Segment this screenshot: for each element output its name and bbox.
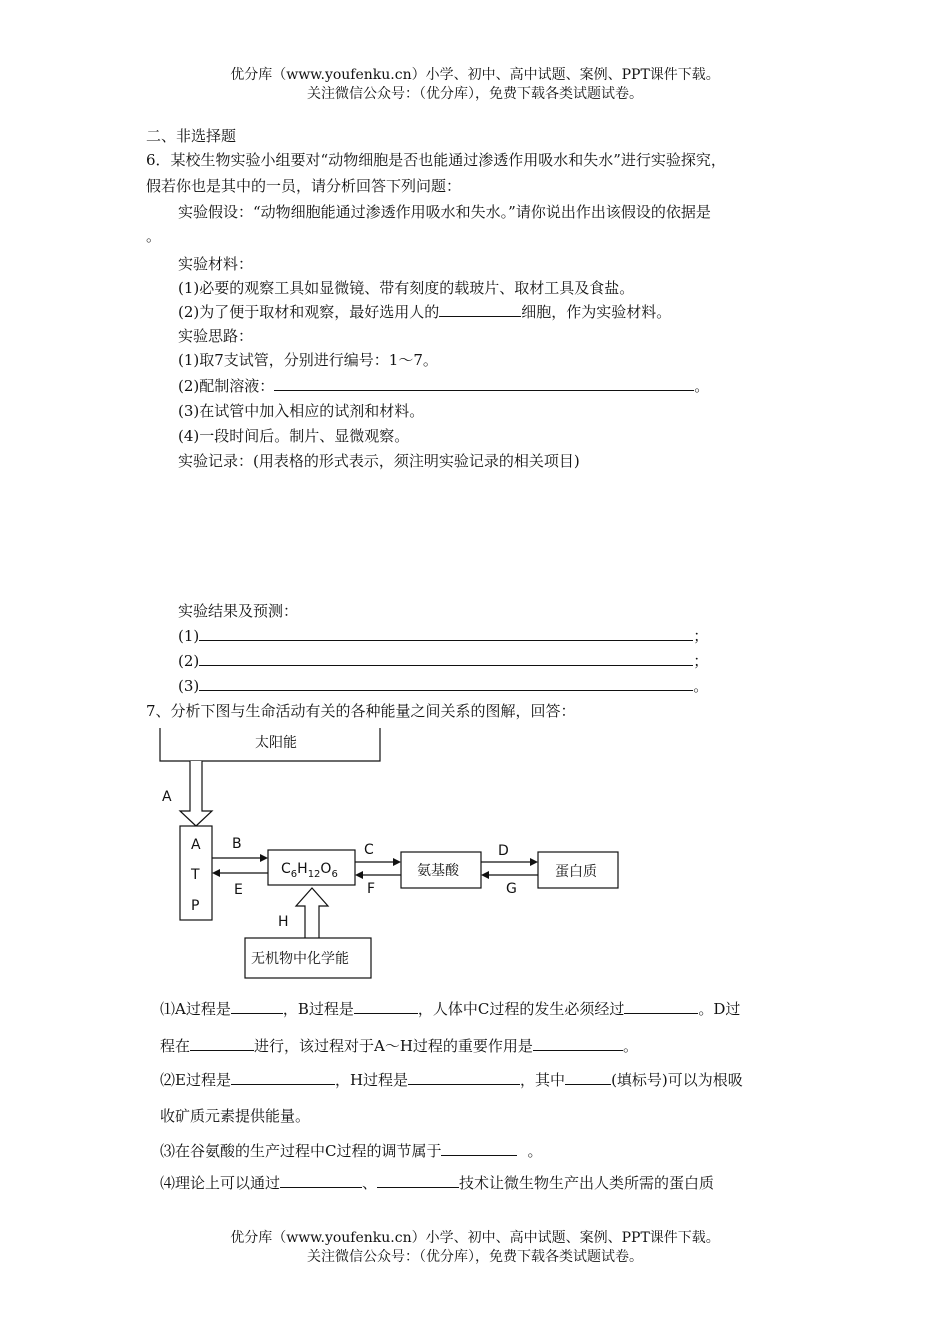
footer-line-1: 优分库（www.youfenku.cn）小学、初中、高中试题、案例、PPT课件下载。 [230,1230,720,1246]
glucose-formula: $C_6H_{12}O_6$ [281,861,338,880]
q6-result-1-num: (1) [178,627,200,645]
label-g: G [506,881,517,897]
q6-record: 实验记录：(用表格的形式表示，须注明实验记录的相关项目) [178,452,580,470]
q6-result-2-blank[interactable] [199,651,693,666]
q6-result-title: 实验结果及预测： [178,602,299,620]
q7-p2-text-b: ，H过程是 [334,1071,409,1089]
atp-letter-t: T [191,867,200,883]
q7-p3-text-b: 。 [527,1142,543,1160]
q6-idea-3: (3)在试管中加入相应的试剂和材料。 [178,402,425,420]
q6-material-2-blank[interactable] [439,302,521,317]
q7-part-3 [160,1141,543,1161]
label-e: E [234,882,243,898]
label-b: B [232,836,242,852]
q6-material-2 [178,302,671,322]
arrow-b-head [260,854,268,862]
label-f: F [367,881,376,897]
q7-p4-text-c: 技术让微生物生产出人类所需的蛋白质 [459,1174,715,1192]
amino-label: 氨基酸 [417,863,459,879]
q6-result-3-num: (3) [178,677,200,695]
q7-part-1-line-1 [160,999,740,1019]
q6-idea-2 [178,376,709,396]
q7-p1-text-a: ⑴A过程是 [160,1000,231,1018]
arrow-c-head [393,858,401,866]
q7-p1-blank-c[interactable] [624,999,698,1014]
q6-idea-4: (4)一段时间后。制片、显微观察。 [178,427,410,445]
q6-stem-line-2: 假若你也是其中的一员，请分析回答下列问题： [146,177,462,195]
q6-result-3-blank[interactable] [199,676,693,691]
arrow-e-head [212,869,220,877]
q6-idea-2-text: (2)配制溶液： [178,377,275,395]
q6-result-2-end: ； [693,652,709,670]
q7-part-2-line-1 [160,1070,743,1090]
q6-result-1-end: ； [693,627,709,645]
q6-result-3 [178,676,708,696]
q7-p2-text-d: (填标号)可以为根吸 [611,1071,743,1089]
q6-hypothesis-end: 。 [146,227,162,245]
q7-p4-text-b: 、 [362,1174,378,1192]
q7-p4-text-a: ⑷理论上可以通过 [160,1174,281,1192]
label-d: D [498,843,509,859]
arrow-f-head [355,871,363,879]
q6-material-2-text-b: 细胞，作为实验材料。 [521,303,672,321]
q7-p4-blank-b[interactable] [377,1173,459,1188]
q7-p1-blank-d[interactable] [190,1036,254,1051]
q6-result-1-blank[interactable] [199,626,693,641]
header-line-1: 优分库（www.youfenku.cn）小学、初中、高中试题、案例、PPT课件下载。 [230,67,720,83]
q7-part-4 [160,1173,714,1193]
q7-p2-blank-c[interactable] [565,1070,611,1085]
arrow-d-head [530,858,538,866]
atp-letter-p: P [191,898,200,914]
q7-p2-blank-b[interactable] [408,1070,520,1085]
q6-idea-title: 实验思路： [178,327,254,345]
q7-part-1-line-2 [160,1036,638,1056]
q7-p1-blank-a[interactable] [231,999,283,1014]
q7-p1-text-e: 程在 [160,1037,191,1055]
protein-label: 蛋白质 [555,864,597,880]
section-title: 二、非选择题 [146,127,237,145]
q7-p1-blank-b[interactable] [354,999,418,1014]
arrow-h [296,888,328,938]
q6-result-2-num: (2) [178,652,200,670]
q6-material-2-text-a: (2)为了便于取材和观察，最好选用人的 [178,303,440,321]
q7-part-2-line-2: 收矿质元素提供能量。 [160,1107,311,1125]
q7-p2-text-a: ⑵E过程是 [160,1071,231,1089]
label-h: H [278,914,289,930]
inorganic-label: 无机物中化学能 [251,951,349,967]
solar-label: 太阳能 [255,735,297,751]
q7-p4-blank-a[interactable] [280,1173,362,1188]
q6-materials-title: 实验材料： [178,255,254,273]
q7-p1-text-b: ，B过程是 [282,1000,354,1018]
q6-result-3-end: 。 [693,677,709,695]
q6-idea-2-blank[interactable] [274,376,694,391]
label-a: A [162,789,172,805]
arrow-a [180,761,212,826]
atp-letter-a: A [191,837,201,853]
q6-material-1: (1)必要的观察工具如显微镜、带有刻度的载玻片、取材工具及食盐。 [178,279,635,297]
q6-result-2 [178,651,708,671]
q6-result-1 [178,626,708,646]
q7-p1-text-c: ，人体中C过程的发生必须经过 [417,1000,625,1018]
q7-p1-blank-e[interactable] [533,1036,623,1051]
arrow-g-head [481,871,489,879]
q7-p1-text-d: 。D过 [698,1000,741,1018]
label-c: C [364,842,374,858]
q6-idea-2-end: 。 [694,377,710,395]
q6-idea-1: (1)取7支试管，分别进行编号：1～7。 [178,351,438,369]
q7-p3-blank[interactable] [441,1141,517,1156]
header-line-2: 关注微信公众号：（优分库），免费下载各类试题试卷。 [307,86,643,102]
q7-p3-text-a: ⑶在谷氨酸的生产过程中C过程的调节属于 [160,1142,442,1160]
q7-p2-text-c: ，其中 [520,1071,566,1089]
q6-stem-line-1: 6．某校生物实验小组要对“动物细胞是否也能通过渗透作用吸水和失水”进行实验探究， [146,151,726,169]
q6-hypothesis: 实验假设：“动物细胞能通过渗透作用吸水和失水。”请你说出作出该假设的依据是 [178,203,711,221]
q7-p1-text-f: 进行，该过程对于A～H过程的重要作用是 [254,1037,533,1055]
energy-diagram [150,726,630,986]
footer-line-2: 关注微信公众号：（优分库），免费下载各类试题试卷。 [307,1249,643,1265]
q7-p2-blank-a[interactable] [231,1070,335,1085]
q7-p1-text-g: 。 [622,1037,638,1055]
q7-stem: 7、分析下图与生命活动有关的各种能量之间关系的图解，回答： [146,702,576,720]
